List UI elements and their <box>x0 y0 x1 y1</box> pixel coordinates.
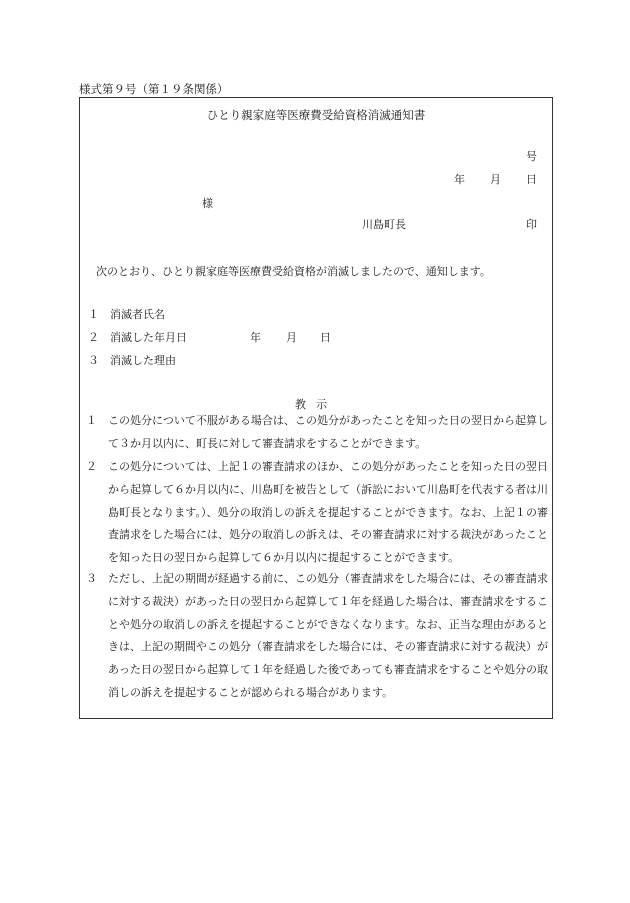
extinction-date-month: 月 <box>286 331 297 344</box>
seal-mark: 印 <box>526 218 537 231</box>
extinction-date-year: 年 <box>250 331 261 344</box>
instruction-paragraph: ２ この処分については、上記１の審査請求のほか、この処分があったことを知った日の翌日から起算して６か月以内に、川島町を被告として（訴訟において川島町を代表する者は川島町長となります。）、処分の取消しの訴えを提起することができます。なお、上記１の審査請求をした場合には、処分の取消しの訴えは、その審査請求に対する裁決があったことを知った日の翌日から起算して６か月以内に提起することができます。 <box>86 460 548 565</box>
document-title: ひとり親家庭等医療費受給資格消滅通知書 <box>206 108 426 122</box>
extinction-date-day: 日 <box>320 331 331 344</box>
item-number: ２ <box>88 331 99 344</box>
item-date-label: 消滅した年月日 <box>110 331 187 344</box>
intro-text: 次のとおり、ひとり親家庭等医療費受給資格が消滅しましたので、通知します。 <box>96 265 491 278</box>
issuer-name: 川島町長 <box>362 218 406 231</box>
item-reason-label: 消滅した理由 <box>110 354 176 367</box>
instruction-paragraph: ３ ただし、上記の期間が経過する前に、この処分（審査請求をした場合には、その審査請求に対する裁決）があった日の翌日から起算して１年を経過した場合は、審査請求をすることや処分の取消しの訴えを提起することができなくなります。なお、正当な理由があるときは、上記の期間やこの処分（審査請求をした場合には、その審査請求に対する裁決）があった日の翌日から起算して１年を経過した後であっても審査請求をすることや処分の取消しの訴えを提起することが認められる場合があります。 <box>86 572 548 699</box>
item-name-label: 消滅者氏名 <box>110 308 165 321</box>
item-number: ３ <box>88 354 99 367</box>
instruction-heading: 教示 <box>295 398 337 411</box>
item-number: １ <box>88 308 99 321</box>
notice-document <box>79 97 553 719</box>
instruction-paragraph: １ この処分について不服がある場合は、この処分があったことを知った日の翌日から起算して３か月以内に、町長に対して審査請求をすることができます。 <box>86 414 548 450</box>
document-number-label: 号 <box>526 150 537 163</box>
issue-date-year: 年 <box>454 173 465 186</box>
issue-date-month: 月 <box>490 173 501 186</box>
issue-date-day: 日 <box>526 173 537 186</box>
addressee-suffix: 様 <box>202 197 213 210</box>
form-number-label: 様式第９号（第１９条関係） <box>79 82 229 96</box>
